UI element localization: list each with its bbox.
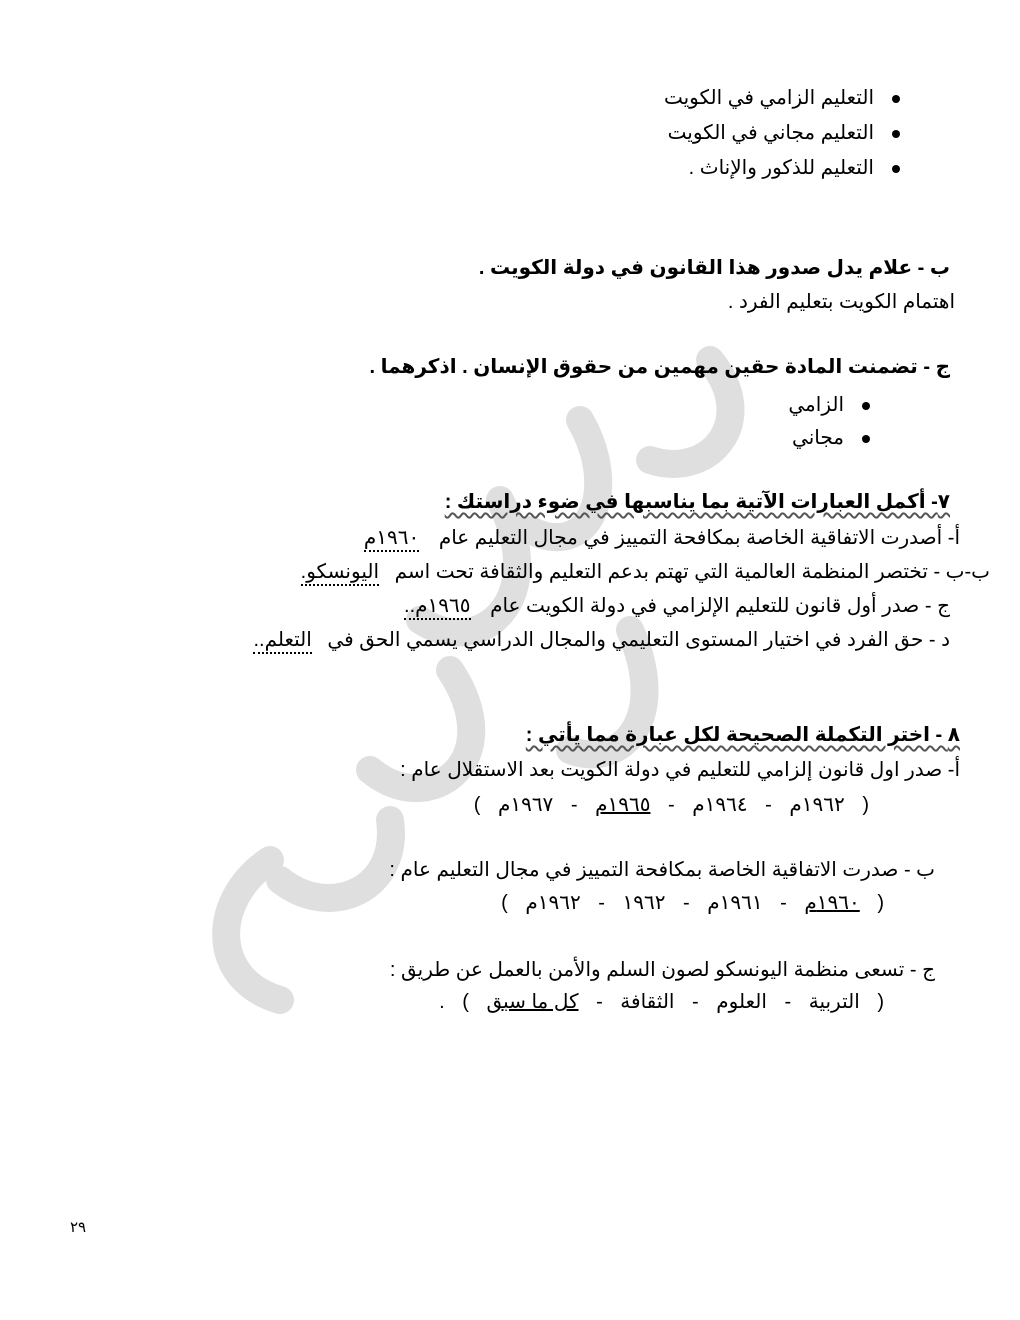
choice-option: ١٩٦١م (707, 892, 763, 914)
choice-row: ( ١٩٦٠م - ١٩٦١م - ١٩٦٢ - ١٩٦٢م ) (501, 892, 884, 914)
choice-row: ( التربية - العلوم - الثقافة - كل ما سبق ) . (439, 991, 884, 1013)
bullet-icon (892, 130, 900, 138)
choice-option: ١٩٦٤م (692, 794, 748, 816)
fill-answer: ١٩٦٥م.. (404, 595, 470, 620)
choice-option: العلوم (716, 991, 767, 1013)
section8-question: ج - تسعى منظمة اليونسكو لصون السلم والأمن بالعمل عن طريق : (389, 959, 935, 981)
page-number: ٢٩ (70, 1219, 87, 1236)
bullet-item: التعليم للذكور والإناث . (689, 158, 900, 178)
question-b: ب - علام يدل صدور هذا القانون في دولة الكويت . (478, 257, 950, 279)
section7-item: ب-ب - تختصر المنظمة العالمية التي تهتم بدعم التعليم والثقافة تحت اسم اليونسكو. (301, 562, 990, 582)
choice-option: ١٩٦٢م (525, 892, 581, 914)
choice-option: ١٩٦٧م (497, 794, 554, 816)
bullet-icon (892, 95, 900, 103)
answer-c-item: الزامي (788, 395, 870, 415)
answer-b: اهتمام الكويت بتعليم الفرد . (727, 291, 955, 313)
bullet-item: التعليم الزامي في الكويت (664, 88, 900, 108)
choice-option-correct: ١٩٦٠م (804, 892, 860, 914)
section7-item: ج - صدر أول قانون للتعليم الإلزامي في دولة الكويت عام ١٩٦٥م.. (404, 596, 950, 616)
choice-option: ١٩٦٢م (789, 794, 845, 816)
choice-option-correct: كل ما سبق (486, 991, 579, 1013)
watermark-signature (150, 300, 800, 1060)
section8-question: أ- صدر اول قانون إلزامي للتعليم في دولة الكويت بعد الاستقلال عام : (400, 759, 960, 781)
bullet-item: التعليم مجاني في الكويت (668, 123, 900, 143)
choice-option: ١٩٦٢ (622, 892, 666, 914)
fill-answer: اليونسكو. (301, 561, 379, 586)
choice-option: التربية (808, 991, 860, 1013)
bullet-icon (862, 435, 870, 443)
section7-item: د - حق الفرد في اختيار المستوى التعليمي والمجال الدراسي يسمي الحق في التعلم.. (253, 630, 950, 650)
fill-answer: ١٩٦٠م (364, 527, 419, 552)
section8-question: ب - صدرت الاتفاقية الخاصة بمكافحة التمييز في مجال التعليم عام : (389, 859, 935, 881)
choice-row: ( ١٩٦٢م - ١٩٦٤م - ١٩٦٥م - ١٩٦٧م ) (473, 794, 869, 816)
choice-option-correct: ١٩٦٥م (595, 794, 651, 816)
section7-title: ٧- أكمل العبارات الآتية بما يناسبها في ضوء دراستك : (444, 491, 950, 513)
fill-answer: التعلم.. (253, 629, 311, 654)
bullet-icon (892, 165, 900, 173)
choice-option: الثقافة (620, 991, 675, 1013)
section7-item: أ- أصدرت الاتفاقية الخاصة بمكافحة التمييز في مجال التعليم عام ١٩٦٠م (364, 528, 960, 548)
answer-c-item: مجاني (792, 428, 870, 448)
section8-title: ٨ - اختر التكملة الصحيحة لكل عبارة مما يأتي : (525, 724, 960, 746)
question-c: ج - تضمنت المادة حقين مهمين من حقوق الإنسان . اذكرهما . (369, 356, 950, 378)
bullet-icon (862, 402, 870, 410)
